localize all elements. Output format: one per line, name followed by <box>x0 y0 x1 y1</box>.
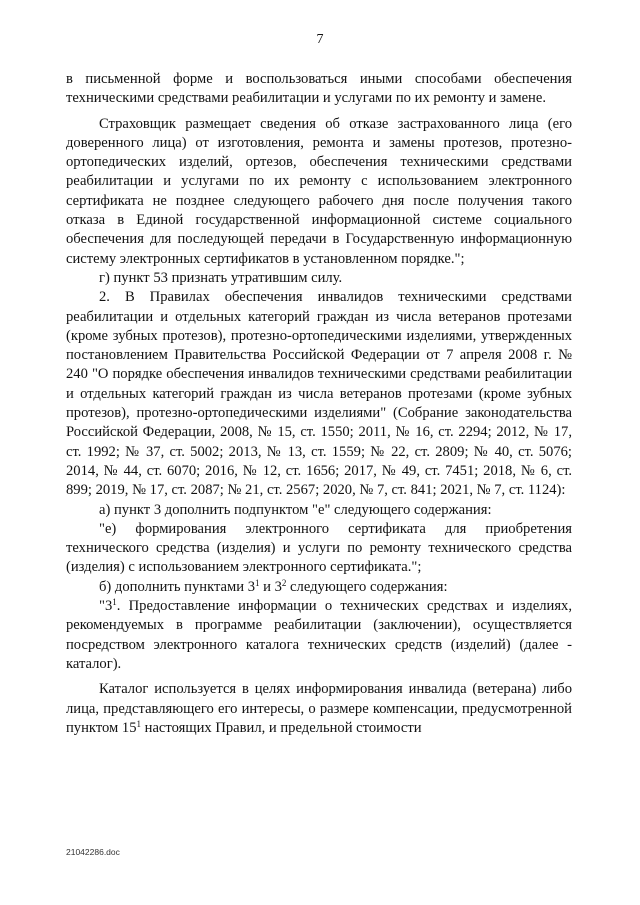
point-3-1-superscript: 1 <box>112 597 117 608</box>
superscript-1: 1 <box>255 577 260 588</box>
paragraph-point-53: г) пункт 53 признать утратившим силу. <box>99 269 343 286</box>
catalog-text-start: Каталог используется в целях информирования инвалида (ветерана) либо лица, представляющего его интересы, о размере компенсации, предусмотренной пунктом 15 <box>66 681 572 736</box>
paragraph-subitem-a: а) пункт 3 дополнить подпунктом "е" следующего содержания: <box>99 501 492 518</box>
subitem-b-text-start: б) дополнить пунктами 3 <box>99 578 255 595</box>
paragraph-continuation: в письменной форме и воспользоваться иными способами обеспечения техническими средствами реабилитации и услугами по их ремонту и замене. <box>66 71 572 107</box>
document-body <box>66 70 572 738</box>
catalog-text-end: настоящих Правил, и предельной стоимости <box>141 719 422 736</box>
point-3-1-number: "3 <box>99 598 113 615</box>
paragraph-item-2: 2. В Правилах обеспечения инвалидов техническими средствами реабилитации и отдельных категорий граждан из числа ветеранов протезами (кроме зубных протезов), протезно-ортопедическими изделиями, утвержденных постановлением Правительства Российской Федерации от 7 апреля 2008 г. № 240 "О порядке обеспечения инвалидов техническими средствами реабилитации и отдельных категорий граждан из числа ветеранов протезами (кроме зубных протезов), протезно-ортопедическими изделиями" (Собрание законодательства Российской Федерации, 2008, № 15, ст. 1550; 2011, № 16, ст. 2294; 2012, № 17, ст. 1992; № 37, ст. 5002; 2013, № 13, ст. 1559; № 22, ст. 2809; № 40, ст. 5076; 2014, № 44, ст. 6070; 2016, № 12, ст. 1656; 2017, № 49, ст. 7451; 2018, № 6, ст. 899; 2019, № 17, ст. 2087; № 21, ст. 2567; 2020, № 7, ст. 841; 2021, № 7, ст. 1124): <box>66 289 572 499</box>
superscript-2: 2 <box>281 577 287 588</box>
paragraph-catalog <box>66 680 572 738</box>
paragraph-insurer-refusal: Страховщик размещает сведения об отказе застрахованного лица (его доверенного лица) от изготовления, ремонта и замены протезов, протезно-ортопедических изделий, ортезов, обеспечения техническими средствами реабилитации и услугами по их ремонту с использованием электронного сертификата не позднее следующего рабочего дня после получения такого отказа в Единой государственной информационной системе социального обеспечения для последующей передачи в Государственную информационную систему электронных сертификатов в установленном порядке."; <box>66 115 572 267</box>
page-number: 7 <box>316 32 324 47</box>
paragraph-subpoint-e: "е) формирования электронного сертификата для приобретения технического средства (изделия) и услуги по ремонту технического средства (изделия) с использованием электронного сертификата."; <box>66 520 572 576</box>
paragraph-subitem-b <box>66 578 572 597</box>
paragraph-point-3-1 <box>66 597 572 674</box>
point-3-1-text: . Предоставление информации о технических средствах и изделиях, рекомендуемых в программе реабилитации (заключении), осуществляется посредством электронного каталога технических средств (изделий) (далее - каталог). <box>66 598 572 672</box>
subitem-b-text-middle: и 3 <box>259 578 282 595</box>
footer-filename: 21042286.doc <box>66 847 120 857</box>
catalog-superscript: 1 <box>136 718 141 729</box>
subitem-b-text-end: следующего содержания: <box>286 578 448 595</box>
